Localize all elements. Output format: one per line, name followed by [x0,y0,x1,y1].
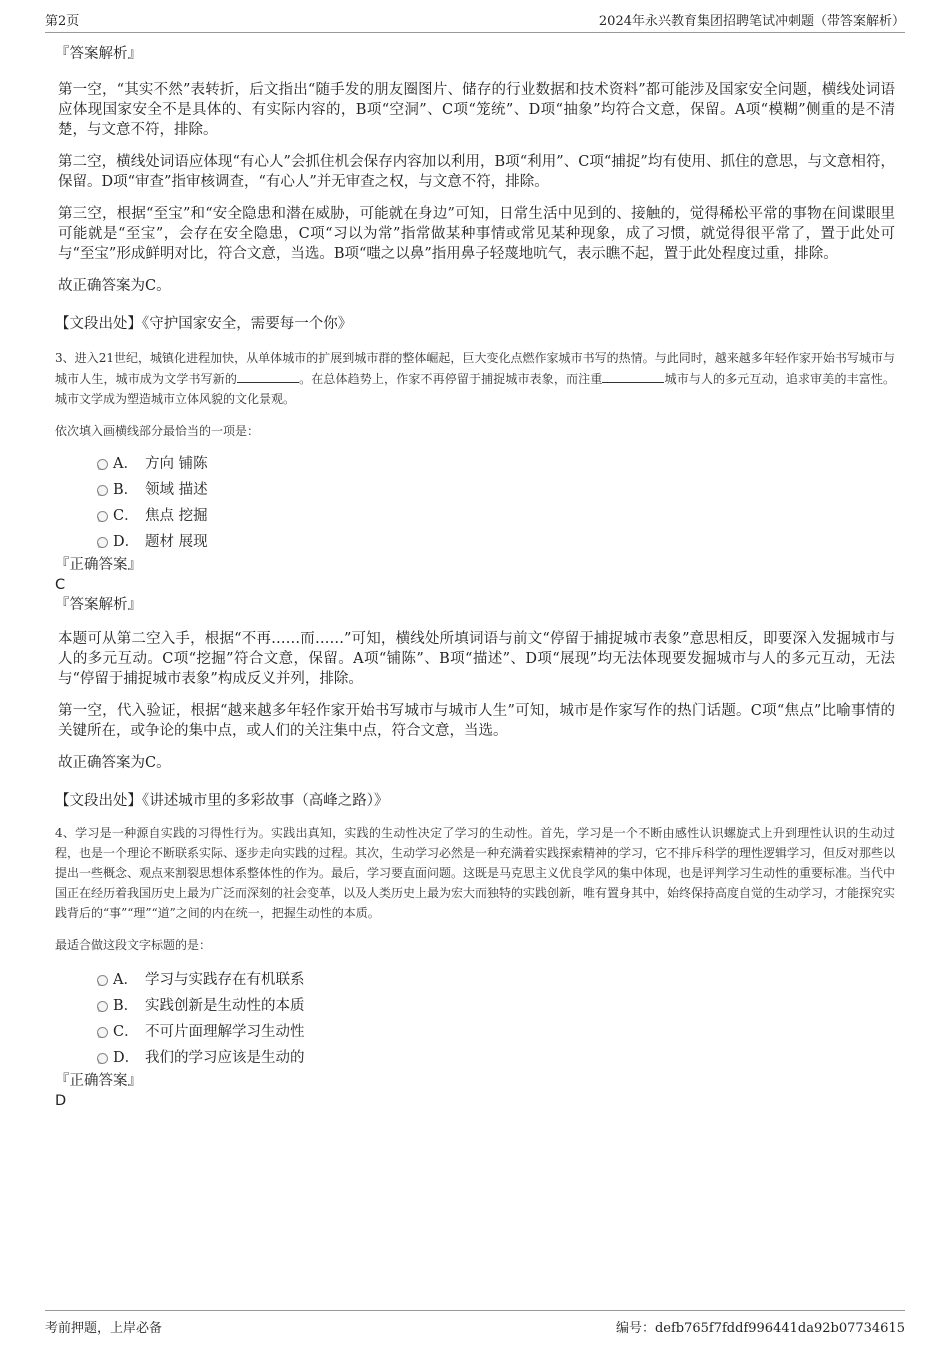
q3-analysis-para-2: 第一空，代入验证，根据“越来越多年轻作家开始书写城市与城市人生”可知，城市是作家写作的热门话题。C项“焦点”比喻事情的关键所在，或争论的集中点，或人们的关注集中点，符合文意，当选。 [58,703,895,739]
q4-option-b[interactable]: B． 实践创新是生动性的本质 [55,993,895,1019]
radio-icon[interactable] [97,459,108,470]
page-number: 第2页 [45,14,80,29]
footer-code: 编号：defb765f7fddf996441da92b07734615 [615,1321,905,1336]
document-title: 2024年永兴教育集团招聘笔试冲刺题（带答案解析） [598,14,905,29]
q4-option-c[interactable]: C． 不可片面理解学习生动性 [55,1019,895,1045]
q4-stem: 4、学习是一种源自实践的习得性行为。实践出真知，实践的生动性决定了学习的生动性。首先，学习是一个不断由感性认识螺旋式上升到理性认识的生动过程，也是一个理论不断联系实际、逐步走向实践的过程。其次，生动学习必然是一种充满着实践探索精神的学习，它不排斥科学的理性逻辑学习，但反对那些以提出一些概念、观点来割裂思想体系整体性的作为。最后，学习要直面问题。这既是马克思主义优良学风的集中体现，也是评判学习生动性的重要标准。当代中国正在经历着我国历史上最为广泛而深刻的社会变革，以及人类历史上最为宏大而独特的实践创新，唯有置身其中，始终保持高度自觉的生动学习，才能探究实践背后的“事”“理”“道”之间的内在统一，把握生动性的本质。 [55,826,896,920]
radio-icon[interactable] [97,485,108,496]
radio-icon[interactable] [97,1001,108,1012]
q3-analysis-label: 『答案解析』 [55,597,142,613]
radio-icon[interactable] [97,1027,108,1038]
q3-blank-2 [602,368,664,383]
q3-answer: C [55,577,66,593]
q4-option-a[interactable]: A． 学习与实践存在有机联系 [55,967,895,993]
radio-icon[interactable] [97,975,108,986]
q4-prompt: 最适合做这段文字标题的是： [55,938,212,952]
q4-answer-label: 『正确答案』 [55,1073,142,1089]
q3-prompt: 依次填入画横线部分最恰当的一项是： [55,424,260,438]
radio-icon[interactable] [97,1053,108,1064]
q3-option-a[interactable]: A． 方向 铺陈 [55,451,895,477]
page-footer [45,1310,905,1341]
q3-source: 【文段出处】《讲述城市里的多彩故事（高峰之路）》 [55,793,389,809]
page-content [55,44,895,1111]
q4-answer: D [55,1093,67,1109]
q2-conclusion: 故正确答案为C。 [58,278,171,294]
q2-analysis-para-1: 第一空，“其实不然”表转折，后文指出“随手发的朋友圈图片、储存的行业数据和技术资料”都可能涉及国家安全问题，横线处词语应体现国家安全不是具体的、有实际内容的，B项“空洞”、C项“笼统”、D项“抽象”均符合文意，保留。A项“模糊”侧重的是不清楚，与文意不符，排除。 [58,82,895,138]
q3-answer-label: 『正确答案』 [55,557,142,573]
radio-icon[interactable] [97,511,108,522]
q2-source: 【文段出处】《守护国家安全，需要每一个你》 [55,316,353,332]
q2-analysis-label: 『答案解析』 [55,46,142,62]
q3-option-d[interactable]: D． 题材 展现 [55,529,895,555]
q3-blank-1 [237,368,299,383]
page-header [45,0,905,33]
radio-icon[interactable] [97,537,108,548]
q3-option-b[interactable]: B． 领域 描述 [55,477,895,503]
footer-slogan: 考前押题，上岸必备 [45,1321,163,1336]
q2-analysis-para-2: 第二空，横线处词语应体现“有心人”会抓住机会保存内容加以利用，B项“利用”、C项“捕捉”均有使用、抓住的意思，与文意相符，保留。D项“审查”指审核调查，“有心人”并无审查之权，与文意不符，排除。 [58,154,895,190]
q3-conclusion: 故正确答案为C。 [58,755,171,771]
q3-option-c[interactable]: C． 焦点 挖掘 [55,503,895,529]
q2-analysis-para-3: 第三空，根据“至宝”和“安全隐患和潜在威胁，可能就在身边”可知，日常生活中见到的、接触的，觉得稀松平常的事物在间谍眼里可能就是“至宝”，会存在安全隐患，C项“习以为常”指常做某种事情或常见某种现象，成了习惯，就觉得很平常了，置于此处可与“至宝”形成鲜明对比，符合文意，当选。B项“嗤之以鼻”指用鼻子轻蔑地吭气，表示瞧不起，置于此处程度过重，排除。 [58,206,895,262]
q3-stem: 3、进入21世纪，城镇化进程加快，从单体城市的扩展到城市群的整体崛起，巨大变化点燃作家城市书写的热情。与此同时，越来越多年轻作家开始书写城市与城市人生，城市成为文学书写新的 。在总体趋势上，作家不再停留于捕捉城市表象，而注重 城市与人的多元互动，追求审美的丰富性。城市文学成为塑造城市立体风貌的文化景观。 [55,351,895,406]
q3-analysis-para-1: 本题可从第二空入手，根据“不再……而……”可知，横线处所填词语与前文“停留于捕捉城市表象”意思相反，即要深入发掘城市与人的多元互动。C项“挖掘”符合文意，保留。A项“铺陈”、B项“描述”、D项“展现”均无法体现要发掘城市与人的多元互动，无法与“停留于捕捉城市表象”构成反义并列，排除。 [58,631,895,687]
q4-option-d[interactable]: D． 我们的学习应该是生动的 [55,1045,895,1071]
